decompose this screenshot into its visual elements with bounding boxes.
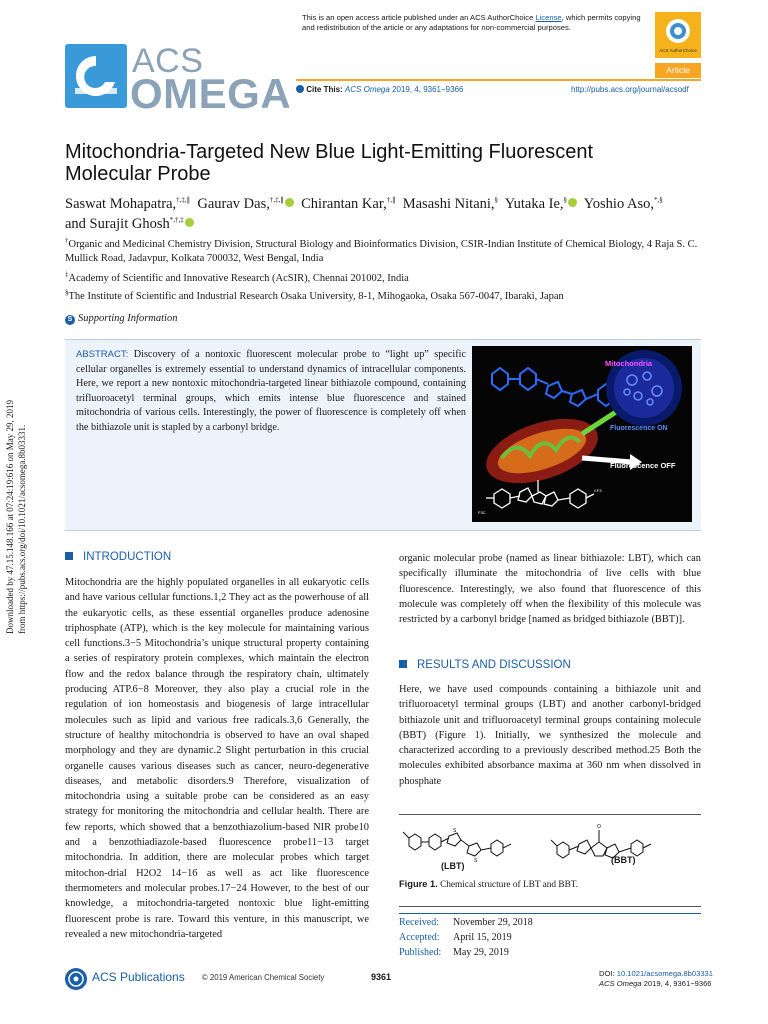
journal-url-link[interactable]: http://pubs.acs.org/journal/acsodf xyxy=(571,85,689,94)
author[interactable]: Masashi Nitani,§ xyxy=(402,196,499,212)
toc-label-cf3: CF3 xyxy=(594,488,602,493)
acs-omega-logo-icon xyxy=(65,44,127,108)
download-note-line2: from https://pubs.acs.org/doi/10.1021/acsomega.8b03331. xyxy=(17,424,27,634)
introduction-text: Mitochondria are the highly populated organelles in all eukaryotic cells and have various cellular functions.1,2 They act as the powerhouse of all the eukaryotic cells, as these essential organelles produce adenosine triphosphate (ATP), which is the key molecule for maintaining various cell functions.3−5 Mitochondria’s unique structural property containing a series of respiratory protein complexes, which maintain the electron flow and the redox balance through the respiratory chain, ultimately producing ATP.6−8 Moreover, they also play a crucial role in the regulation of ion homeostasis and biogenesis of large intracellular molecules such as lipid and various free radicals.3,6 Generally, the structure of healthy mitochondria is observed to have an oval shaped morphology and they are dynamic.2 Slight perturbation in this crucial organelle causes various diseases such as cancer, neuro-degenerative diseases, and metabolic disorders.9 Therefore, visualization of mitochondria using a suitable probe can be considered as an easy strategy for monitoring the mitochondria and cellular health. There are few reports, which showed that a benzothiazolium-based NIR probe10 and a benzothiadiazole-based fluorescence probe11−13 target mitochondria. In addition, there are molecular probes which target mitochon-drial H2O2 14−16 as well as act like fluorescence thermometers and molecular probes.17−24 However, to the best of our knowledge, a mitochondria-targeted nontoxic blue light-emitting fluorescent probe is rare. Toward this venture, in this manuscript, we revealed a new mitochondria-targeted xyxy=(65,577,369,940)
date-row: Accepted: April 15, 2019 xyxy=(399,932,512,943)
article-type-tag: Article xyxy=(655,63,701,78)
supporting-info-icon: S xyxy=(65,315,75,325)
license-notice xyxy=(302,13,652,33)
author[interactable]: Yoshio Aso,*,§ xyxy=(583,196,663,212)
affiliation: §The Institute of Scientific and Industrial Research Osaka University, 8-1, Mihogaoka, Osaka 567-0047, Ibaraki, Japan xyxy=(65,288,564,302)
article-dates xyxy=(399,915,533,960)
svg-text:S: S xyxy=(474,858,478,864)
orcid-icon[interactable] xyxy=(185,218,194,227)
toc-label-fluorescence-off: Fluorescence OFF xyxy=(610,461,676,470)
figure-rule-bottom xyxy=(399,906,701,907)
download-note xyxy=(3,376,39,636)
cite-this[interactable] xyxy=(296,85,463,94)
toc-graphic xyxy=(472,346,692,522)
author[interactable]: Chirantan Kar,†,∥ xyxy=(301,196,396,212)
article-title: Mitochondria-Targeted New Blue Light-Emitting Fluorescent Molecular Probe xyxy=(65,141,594,185)
authorchoice-label: ACS AuthorChoice xyxy=(659,48,697,53)
cite-ref: 2019, 4, 9361−9366 xyxy=(392,85,464,94)
figure-caption: Figure 1. Chemical structure of LBT and BBT. xyxy=(399,879,579,890)
doi-link[interactable]: 10.1021/acsomega.8b03331 xyxy=(616,969,714,978)
figure-rule-top xyxy=(399,814,701,815)
section-heading-introduction: INTRODUCTION xyxy=(65,551,171,563)
date-row: Received: November 29, 2018 xyxy=(399,917,533,928)
toc-label-fluorescence-on: Fluorescence ON xyxy=(610,425,668,432)
acs-publications-logo-icon xyxy=(65,968,87,990)
author[interactable]: Saswat Mohapatra,†,‡,∥ xyxy=(65,196,191,212)
acs-publications-link[interactable]: ACS Publications xyxy=(92,970,185,984)
orcid-icon[interactable] xyxy=(568,198,577,207)
doi-block: DOI: 10.1021/acsomega.8b03331 ACS Omega 2019, 4, 9361−9366 xyxy=(599,969,714,988)
abstract xyxy=(76,348,466,435)
figure-1-structures xyxy=(399,818,701,876)
supporting-info-link[interactable]: Supporting Information xyxy=(78,313,178,324)
author[interactable]: and Surajit Ghosh*,†,‡ xyxy=(65,216,194,232)
abstract-label: ABSTRACT: xyxy=(76,349,129,360)
license-text-suffix: , which permits copying and redistribution of the article or any adaptations for non-commercial purposes. xyxy=(302,13,641,32)
date-row: Published: May 29, 2019 xyxy=(399,947,509,958)
author-list xyxy=(65,194,705,234)
cite-icon xyxy=(296,85,304,93)
affiliation: †Organic and Medicinal Chemistry Division, Structural Biology and Bioinformatics Division, CSIR-Indian Institute of Chemical Biology, 4 Raja S. C. Mullick Road, Jadavpur, Kolkata 700032, West Bengal, India xyxy=(65,236,698,264)
acs-authorchoice-badge[interactable] xyxy=(655,12,701,58)
author[interactable]: Gaurav Das,†,‡,∥ xyxy=(197,196,293,212)
license-link[interactable]: License xyxy=(535,13,562,22)
cite-journal: ACS Omega xyxy=(344,85,390,94)
toc-label-mitochondria: Mitochondria xyxy=(605,359,653,368)
introduction-continued-text: organic molecular probe (named as linear bithiazole: LBT), which can specifically illuminate the mitochondria of live cells with blue fluorescence. Interestingly, we also found that fluorescence of this molecule was completely off when the flexibility of this molecule was restricted by a carbonyl bridge [named as bridged bithiazole (BBT)]. xyxy=(399,553,701,626)
results-text: Here, we have used compounds containing a bithiazole unit and trifluoroacetyl terminal groups (LBT) and another carbonyl-bridged bithiazole unit and trifluoroacetyl terminal groups containing molecule (BBT) (Figure 1). Initially, we synthesized the molecule and characterized according to a previously described method.25 Both the molecules exhibited absorbance maxima at 360 nm when dissolved in phosphate xyxy=(399,684,701,787)
copyright: © 2019 American Chemical Society xyxy=(202,973,325,982)
svg-text:O: O xyxy=(597,824,601,830)
figure-label-bbt: (BBT) xyxy=(611,855,636,865)
header-rule xyxy=(296,79,701,81)
license-text-prefix: This is an open access article published under an ACS AuthorChoice xyxy=(302,13,536,22)
toc-label-f3c: F3C xyxy=(478,510,486,515)
cite-label: Cite This: xyxy=(306,85,343,94)
section-heading-results: RESULTS AND DISCUSSION xyxy=(399,659,571,671)
journal-logo-omega: OMEGA xyxy=(130,70,292,117)
author[interactable]: Yutaka Ie,§ xyxy=(505,196,577,212)
orcid-icon[interactable] xyxy=(285,198,294,207)
download-note-line1: Downloaded by 47.15.148.166 at 07:24:19:616 on May 29, 2019 xyxy=(5,400,15,634)
dates-rule xyxy=(399,913,701,914)
figure-label-lbt: (LBT) xyxy=(441,861,465,871)
svg-text:S: S xyxy=(453,828,457,834)
journal-logo-acs: ACS xyxy=(132,42,204,80)
affiliation: ‡Academy of Scientific and Innovative Research (AcSIR), Chennai 201002, India xyxy=(65,270,409,284)
abstract-text: Discovery of a nontoxic fluorescent molecular probe to “light up” specific cellular organelles is extremely essential to understand dynamics of intracellular components. Here, we report a new nontoxic mitochondria-targeted linear bithiazole compound, containing trifluoroacetyl terminal groups, which emits intense blue fluorescence and stained mitochondria of various cells. Interestingly, the power of fluorescence is completely off when the bithiazole unit is stapled by a carbonyl bridge. xyxy=(76,349,466,433)
page-number: 9361 xyxy=(371,972,392,982)
